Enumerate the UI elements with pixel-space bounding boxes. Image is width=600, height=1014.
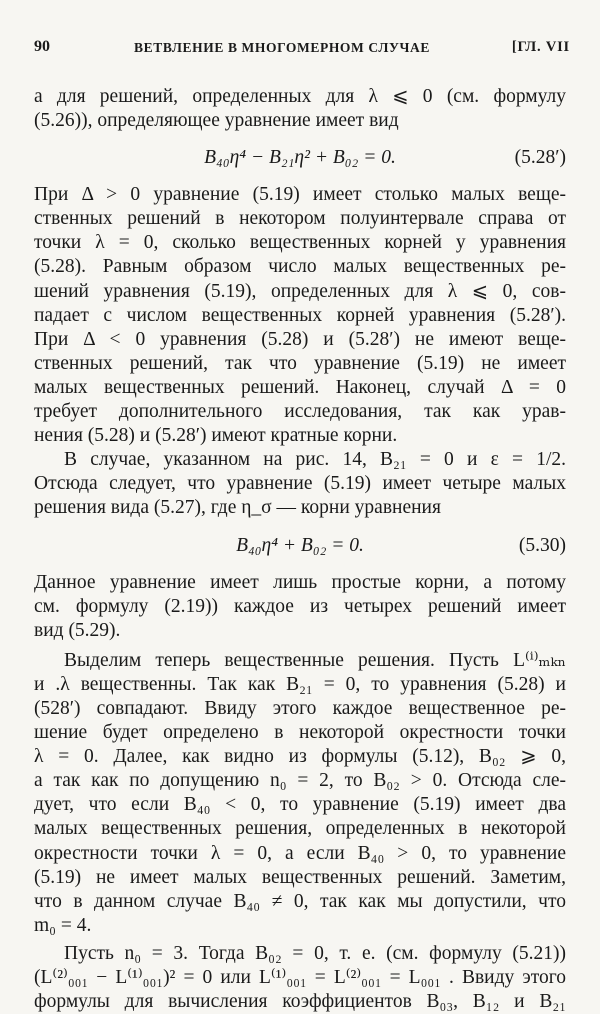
text-line: малых вещественных решений. Наконец, случай Δ = 0	[34, 376, 566, 398]
equation-expression: B₄₀η⁴ − B₂₁η² + B₀₂ = 0.	[204, 147, 396, 169]
running-header	[34, 38, 570, 62]
equation-number: (5.28′)	[514, 147, 566, 169]
text-line: вид (5.29).	[34, 619, 121, 641]
text-line: требует дополнительного исследования, так как урав-	[34, 401, 566, 423]
text-line: m₀ = 4.	[34, 914, 92, 936]
text-line: λ = 0. Далее, как видно из формулы (5.12), B₀₂ ⩾ 0,	[34, 746, 566, 768]
equation-number: (5.30)	[518, 534, 566, 556]
text-line: Отсюда следует, что уравнение (5.19) имеет четыре малых	[34, 473, 566, 495]
text-line: (5.28). Равным образом число малых вещественных ре-	[34, 256, 566, 278]
paragraph-1	[34, 85, 566, 133]
text-line: ственных решений в некотором полуинтервале справа от	[34, 208, 566, 230]
text-line: Выделим теперь вещественные решения. Пусть L⁽ⁱ⁾ₘₖₙ	[64, 649, 566, 671]
text-line: точки λ = 0, сколько вещественных корней у уравнения	[34, 232, 566, 254]
text-line: (L⁽²⁾₀₀₁ − L⁽¹⁾₀₀₁)² = 0 или L⁽¹⁾₀₀₁ = L⁽²⁾₀₀₁ = L₀₀₁ . Ввиду этого	[34, 967, 566, 988]
page-number: 90	[34, 38, 50, 55]
text-line: дует, что если B₄₀ < 0, то уравнение (5.19) имеет два	[34, 794, 566, 816]
text-line: В случае, указанном на рис. 14, B₂₁ = 0 и ε = 1/2.	[64, 449, 566, 471]
text-line: падает с числом вещественных корней уравнения (5.28′).	[34, 304, 566, 326]
text-line: Данное уравнение имеет лишь простые корни, а потому	[34, 571, 566, 593]
text-line: а для решений, определенных для λ ⩽ 0 (см. формулу	[34, 86, 566, 107]
paragraph-4	[34, 571, 566, 643]
text-line: При Δ > 0 уравнение (5.19) имеет столько малых веще-	[34, 184, 566, 206]
text-line: Пусть n₀ = 3. Тогда B₀₂ = 0, т. е. (см. формулу (5.21))	[64, 942, 566, 964]
text-line: ственных решений, так что уравнение (5.19) не имеет	[34, 352, 566, 374]
paragraph-3	[34, 448, 566, 520]
text-line: шение будет определено в некоторой окрестности точки	[34, 722, 566, 744]
text-line: а так как по допущению n₀ = 2, то B₀₂ > 0. Отсюда сле-	[34, 770, 566, 792]
text-line: шений уравнения (5.19), определенных для λ ⩽ 0, сов-	[34, 280, 566, 302]
paragraph-5	[34, 649, 566, 938]
equation-expression: B₄₀η⁴ + B₀₂ = 0.	[236, 534, 364, 556]
text-line: малых вещественных решения, определенных в некоторой	[34, 818, 566, 840]
paragraph-2	[34, 183, 566, 448]
text-line: см. формулу (2.19)) каждое из четырех решений имеет	[34, 595, 566, 617]
text-line: что в данном случае B₄₀ ≠ 0, так как мы допустили, что	[34, 890, 566, 912]
text-line: и .λ вещественны. Так как B₂₁ = 0, то уравнения (5.28) и	[34, 673, 566, 695]
text-line: формулы для вычисления коэффициентов B₀₃, B₁₂ и B₂₁	[34, 991, 566, 1013]
text-line: (5.19) не имеет малых вещественных решений. Заметим,	[34, 866, 566, 888]
page-body	[34, 85, 566, 1014]
text-line: (528′) совпадают. Ввиду этого каждое вещественное ре-	[34, 697, 566, 719]
running-title: ВЕТВЛЕНИЕ В МНОГОМЕРНОМ СЛУЧАЕ	[134, 40, 430, 55]
text-line: При Δ < 0 уравнения (5.28) и (5.28′) не имеют веще-	[34, 328, 566, 350]
text-line: (5.26)), определяющее уравнение имеет вид	[34, 110, 399, 132]
paragraph-6	[34, 942, 566, 1014]
text-line: окрестности точки λ = 0, а если B₄₀ > 0, то уравнение	[34, 842, 566, 864]
text-line: нения (5.28) и (5.28′) имеют кратные корни.	[34, 425, 398, 447]
chapter-label: [ГЛ. VII	[511, 39, 570, 55]
equation-5-28-prime	[34, 133, 566, 183]
text-line: решения вида (5.27), где η_σ — корни уравнения	[34, 497, 441, 519]
equation-5-30	[34, 521, 566, 571]
